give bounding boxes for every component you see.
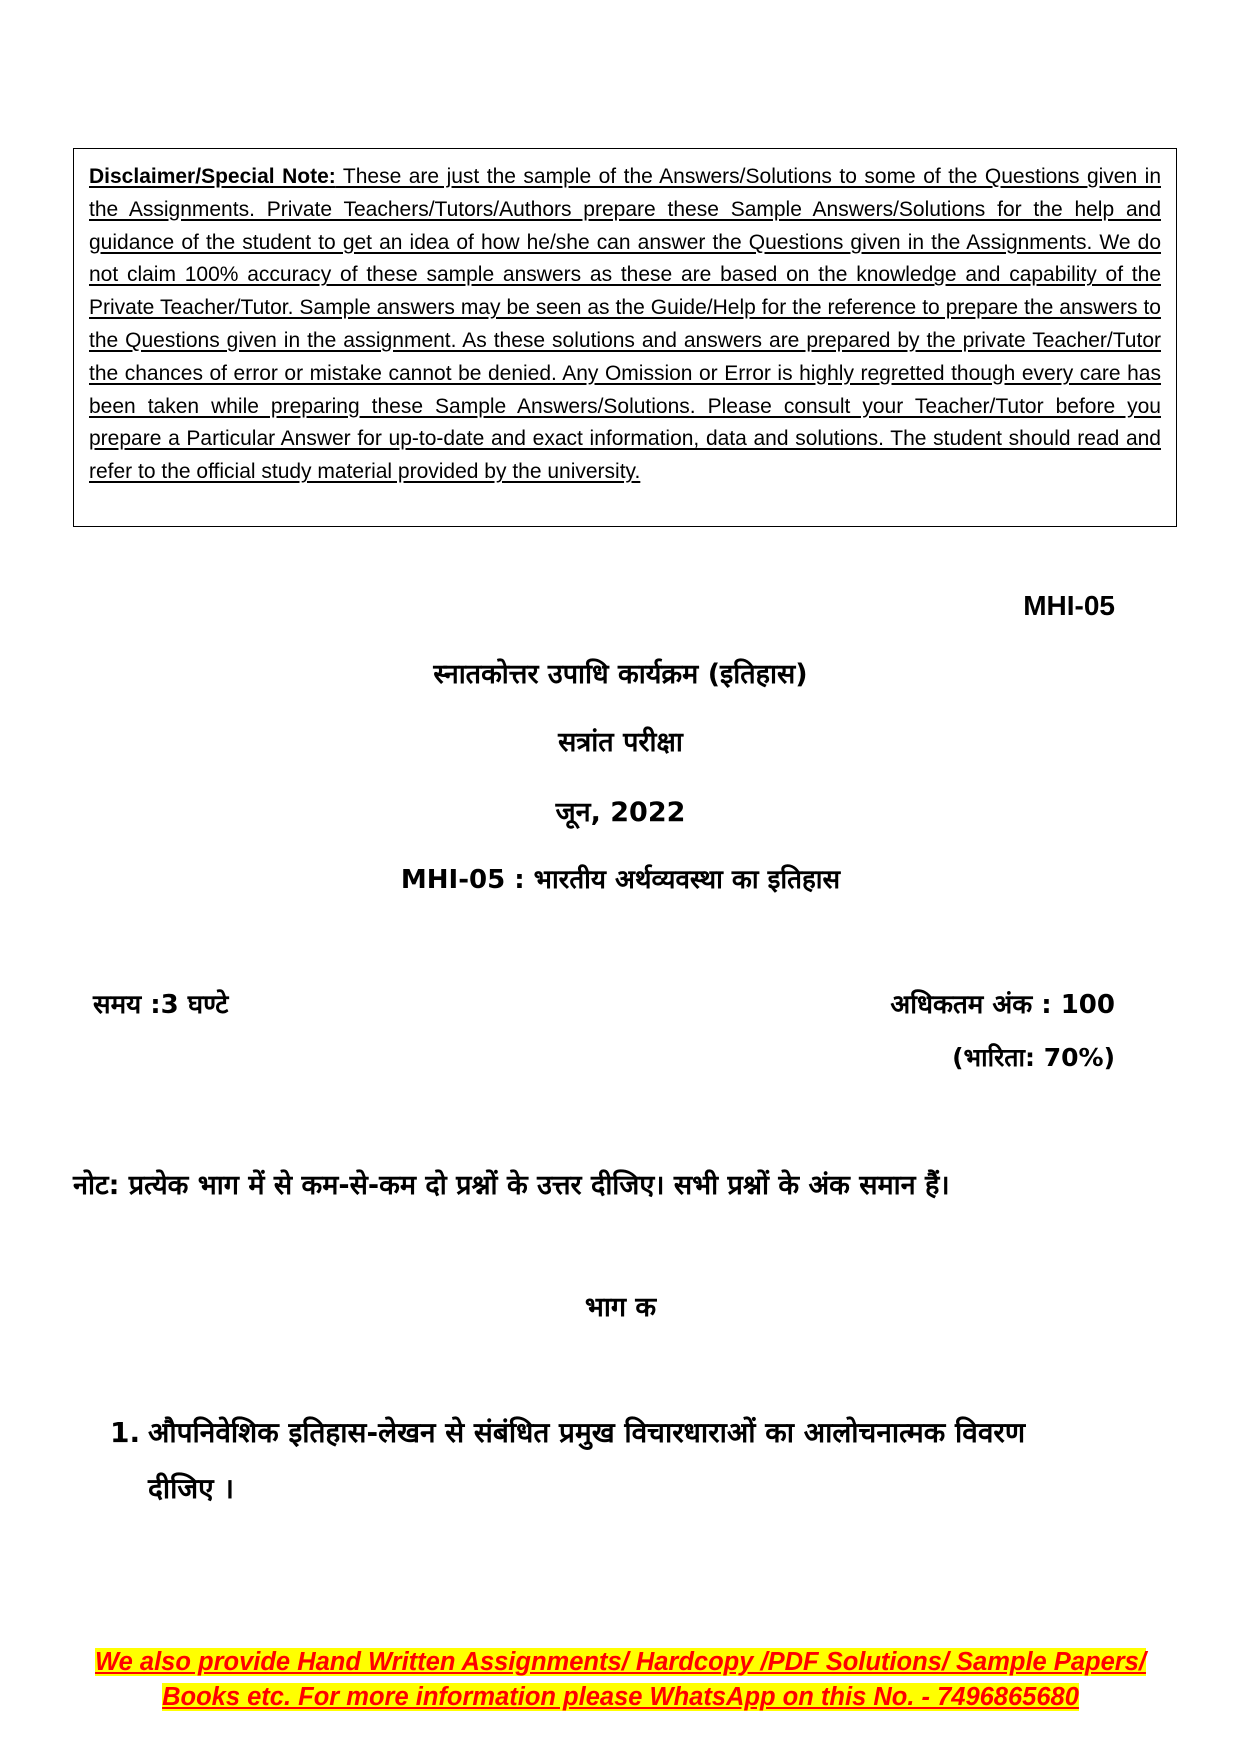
disclaimer-lead: Disclaimer/Special Note:: [89, 165, 336, 188]
promo-line-1: We also provide Hand Written Assignments/ Hardcopy /PDF Solutions/ Sample Papers/: [95, 1648, 1146, 1676]
promo-footer: [0, 1645, 1241, 1715]
weightage: (भारिता: 70%): [952, 1043, 1115, 1072]
disclaimer-box: [73, 148, 1177, 527]
program-title: स्नातकोत्तर उपाधि कार्यक्रम (इतिहास): [433, 659, 808, 690]
exam-date: जून, 2022: [555, 797, 686, 828]
question-number: 1.: [110, 1416, 141, 1449]
course-code: MHI-05: [1023, 590, 1115, 621]
section-label: भाग क: [584, 1292, 657, 1323]
exam-time: समय :3 घण्टे: [93, 990, 229, 1020]
promo-line-2: Books etc. For more information please WhatsApp on this No. - 7496865680: [162, 1683, 1079, 1711]
paper-title: MHI-05 : भारतीय अर्थव्यवस्था का इतिहास: [400, 865, 841, 895]
question-item: [110, 1405, 1070, 1517]
disclaimer-body: These are just the sample of the Answers/Solutions to some of the Questions given in the Assignments. Private Teachers/Tutors/Authors prepare these Sample Answers/Solutions for the help and guidance of the student to get an idea of how he/she can answer the Questions given in the Assignments. We do not claim 100% accuracy of these sample answers as these are based on the knowledge and capability of the Private Teacher/Tutor. Sample answers may be seen as the Guide/Help for the reference to prepare the answers to the Questions given in the assignment. As these solutions and answers are prepared by the private Teacher/Tutor the chances of error or mistake cannot be denied. Any Omission or Error is highly regretted though every care has been taken while preparing these Sample Answers/Solutions. Please consult your Teacher/Tutor before you prepare a Particular Answer for up-to-date and exact information, data and solutions. The student should read and refer to the official study material provided by the university.: [89, 165, 1161, 484]
exam-title: सत्रांत परीक्षा: [558, 727, 683, 758]
question-text: औपनिवेशिक इतिहास-लेखन से संबंधित प्रमुख विचारधाराओं का आलोचनात्मक विवरण दीजिए ।: [148, 1416, 1026, 1505]
exam-note: नोट: प्रत्येक भाग में से कम-से-कम दो प्रश्नों के उत्तर दीजिए। सभी प्रश्नों के अंक समान हैं।: [73, 1170, 950, 1201]
max-marks: अधिकतम अंक : 100: [890, 990, 1115, 1020]
